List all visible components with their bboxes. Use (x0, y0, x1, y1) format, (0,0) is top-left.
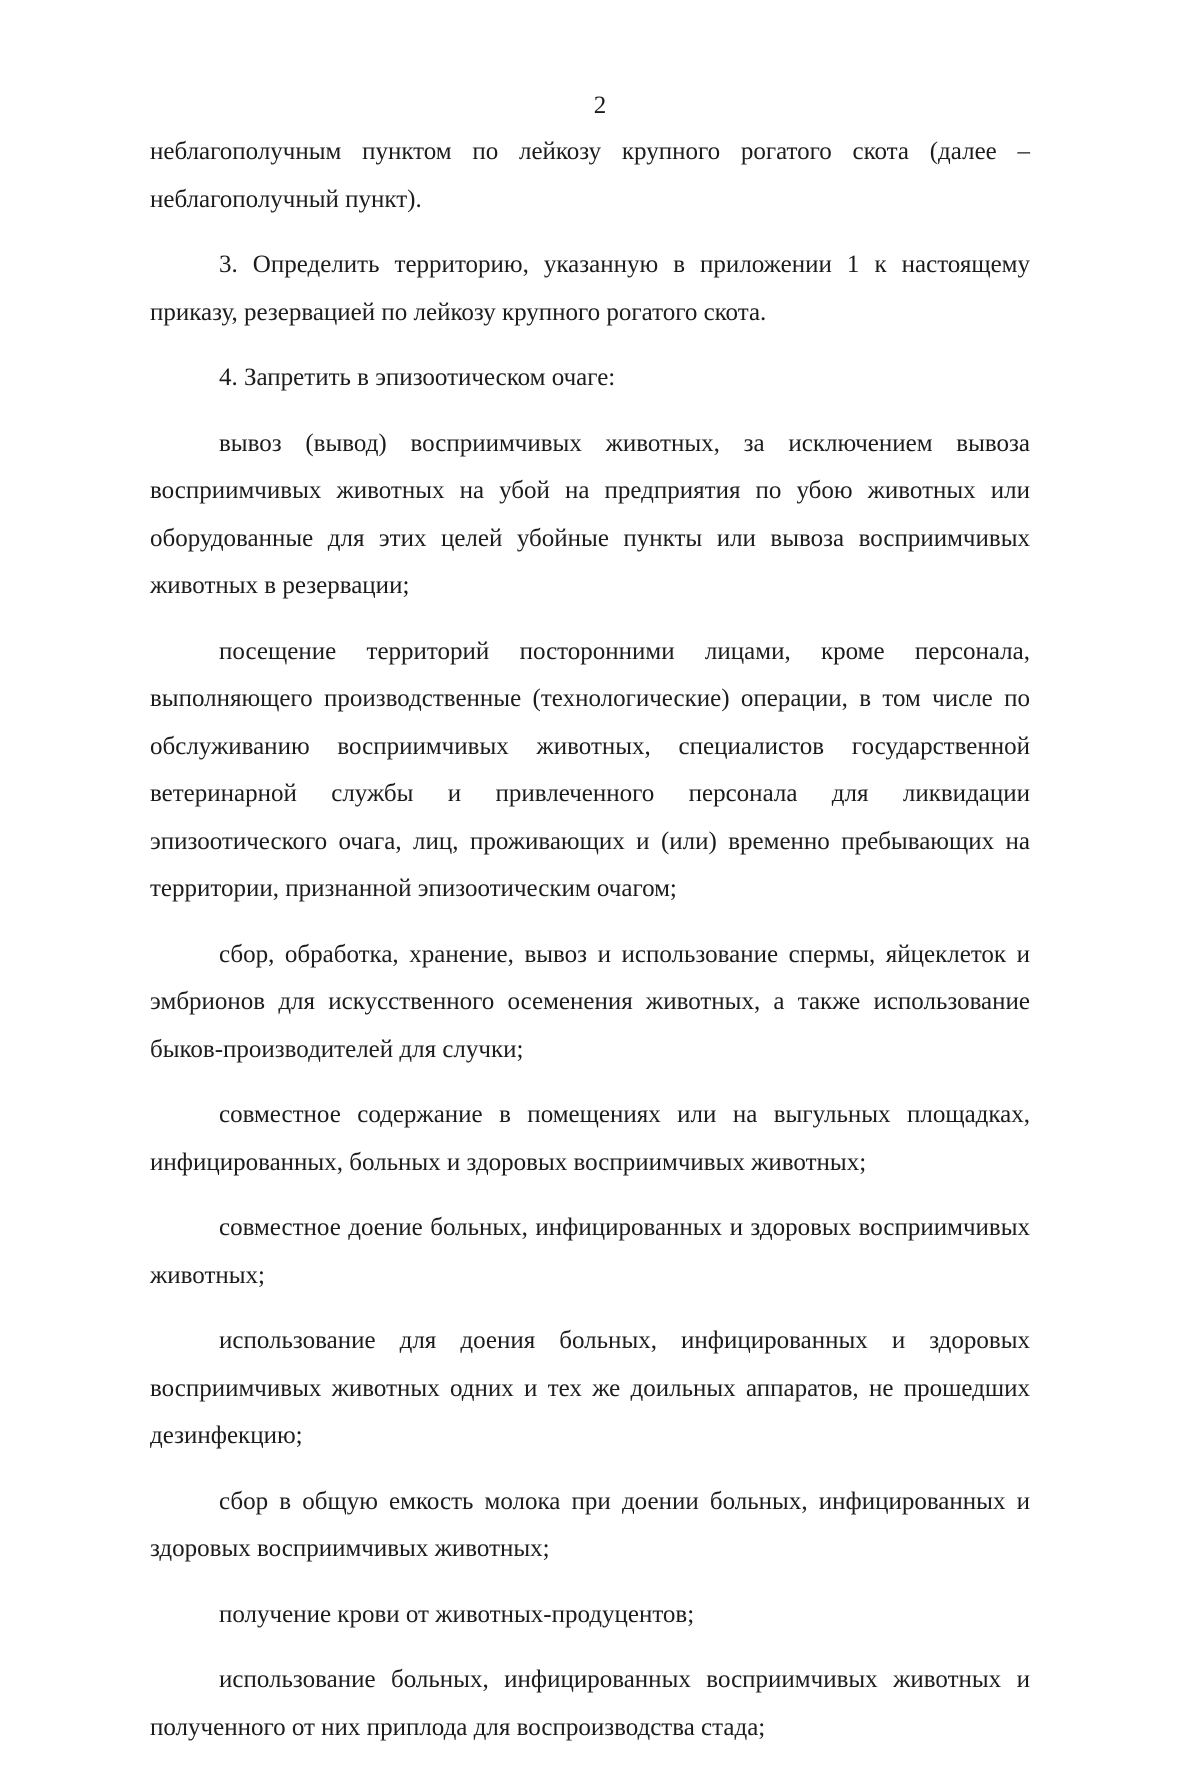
paragraph: неблагополучным пунктом по лейкозу крупного рогатого скота (далее – неблагополучный пункт). (150, 138, 1030, 213)
paragraph: получение крови от животных-продуцентов; (219, 1600, 695, 1628)
page-number: 2 (593, 92, 607, 119)
paragraph: совместное содержание в помещениях или на выгульных площадках, инфицированных, больных и здоровых восприимчивых животных; (150, 1101, 1030, 1176)
paragraph: сбор в общую емкость молока при доении больных, инфицированных и здоровых восприимчивых животных; (150, 1487, 1030, 1562)
paragraph: сбор, обработка, хранение, вывоз и использование спермы, яйцеклеток и эмбрионов для искусственного осеменения животных, а также использование быков-производителей для случки; (150, 940, 1030, 1063)
paragraph: совместное доение больных, инфицированных и здоровых восприимчивых животных; (150, 1214, 1030, 1289)
document-body (150, 128, 1030, 1769)
paragraph: вывоз (вывод) восприимчивых животных, за исключением вывоза восприимчивых животных на убой на предприятия по убою животных или оборудованные для этих целей убойные пункты или вывоза восприимчивых животных в резервации; (150, 429, 1030, 599)
paragraph: использование больных, инфицированных восприимчивых животных и полученного от них приплода для воспроизводства стада; (150, 1666, 1030, 1741)
paragraph: 4. Запретить в эпизоотическом очаге: (219, 364, 616, 391)
paragraph: использование для доения больных, инфицированных и здоровых восприимчивых животных одних и тех же доильных аппаратов, не прошедших дезинфекцию; (150, 1327, 1030, 1449)
paragraph: посещение территорий посторонними лицами, кроме персонала, выполняющего производственные (технологические) операции, в том числе по обслуживанию восприимчивых животных, специалистов государственной ветеринарной службы и привлеченного персонала для ликвидации эпизоотического очага, лиц, проживающих и (или) временно пребывающих на территории, признанной эпизоотическим очагом; (150, 637, 1030, 902)
paragraph: 3. Определить территорию, указанную в приложении 1 к настоящему приказу, резервацией по лейкозу крупного рогатого скота. (150, 251, 1030, 326)
